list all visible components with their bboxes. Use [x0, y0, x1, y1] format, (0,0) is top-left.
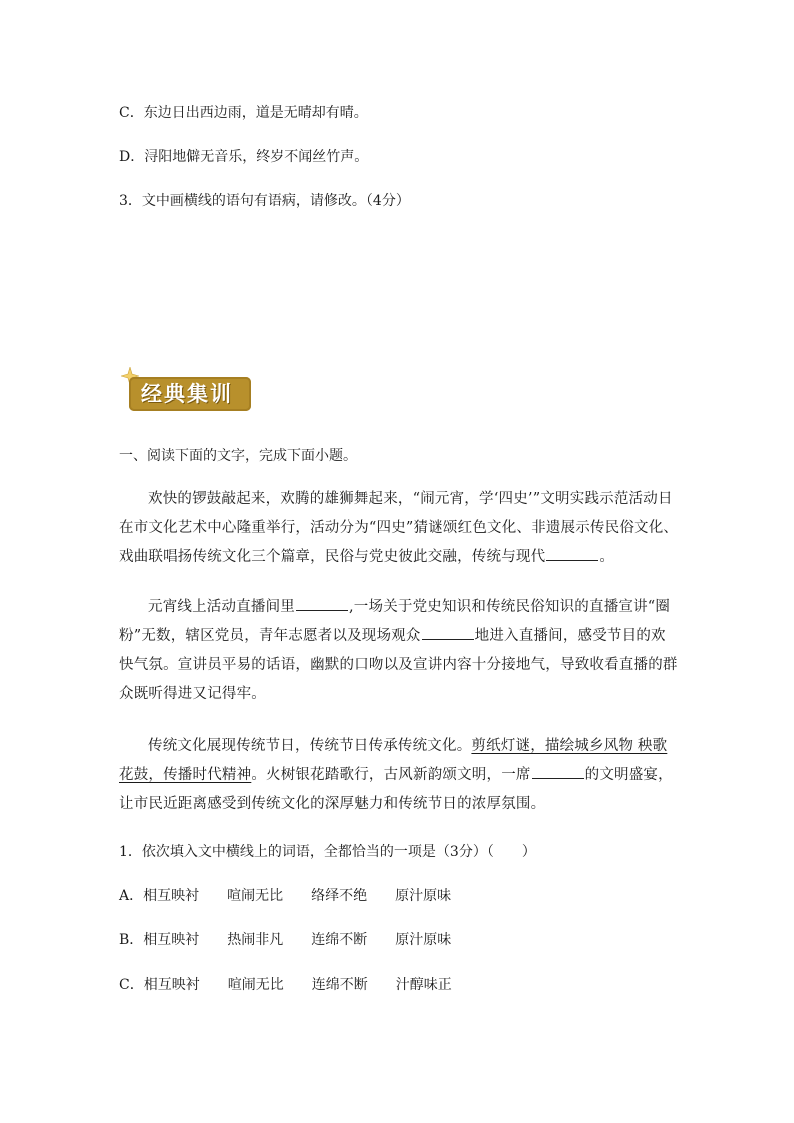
option-label: B． — [119, 932, 144, 948]
para2-text-b: ,一场关于党史知识和传统民俗知识的直播宣讲“圈粉”无数，辖区党员，青年志愿者以及现场观众 — [119, 599, 671, 644]
underlined-sentence: 剪纸灯谜，描绘城乡风物 秧歌花鼓，传播时代精神 — [119, 738, 668, 783]
option-c[interactable] — [119, 975, 480, 995]
option-word: 相互映衬 — [143, 888, 200, 904]
fill-blank-4 — [532, 764, 584, 779]
para1-text: 欢快的锣鼓敲起来，欢腾的雄狮舞起来，“闹元宵，学‘四史’”文明实践示范活动日在市文化艺术中心隆重举行，活动分为“四史”猜谜颂红色文化、非遗展示传民俗文化、戏曲联唱扬传统文化三个篇章，民俗与党史彼此交融，传统与现代 — [119, 491, 679, 565]
option-word: 相互映衬 — [143, 932, 200, 948]
option-word: 原汁原味 — [395, 932, 452, 948]
option-label: C． — [119, 977, 144, 993]
option-word: 连绵不断 — [311, 932, 368, 948]
para2-text-a: 元宵线上活动直播间里 — [148, 599, 295, 615]
para3-text-b: 。火树银花踏歌行，古风新韵颂文明，一席 — [251, 767, 531, 783]
fill-blank-3 — [422, 625, 474, 640]
option-label: A． — [119, 888, 144, 904]
para3-text-a: 传统文化展现传统节日，传统节日传承传统文化。 — [148, 738, 472, 754]
previous-option-c: C．东边日出西边雨，道是无晴却有晴。 — [119, 105, 368, 121]
section-heading: 一、阅读下面的文字，完成下面小题。 — [119, 448, 357, 464]
option-word: 络绎不绝 — [311, 888, 368, 904]
previous-option-d: D．浔阳地僻无音乐，终岁不闻丝竹声。 — [119, 149, 369, 165]
option-word: 连绵不断 — [311, 977, 368, 993]
para2-text-c: 地进入直播间，感受节目的欢快气氛。宣讲员平易的话语，幽默的口吻以及宣讲内容十分接地气，导致收看直播的群众既听得进又记得牢。 — [119, 628, 678, 702]
paragraph-2 — [119, 593, 679, 709]
previous-question-3: 3．文中画横线的语句有语病，请修改。（4分） — [119, 193, 410, 209]
paragraph-3 — [119, 732, 679, 819]
fill-blank-1 — [546, 546, 598, 561]
option-word: 热闹非凡 — [227, 932, 284, 948]
option-word: 喧闹无比 — [227, 977, 284, 993]
option-a[interactable] — [119, 886, 479, 906]
question-1: 1．依次填入文中横线上的词语，全都恰当的一项是（3分）（ ） — [119, 844, 536, 860]
option-word: 相互映衬 — [143, 977, 200, 993]
paragraph-1 — [119, 485, 679, 572]
fill-blank-2 — [296, 596, 348, 611]
option-word: 汁醇味正 — [395, 977, 452, 993]
banner-title: 经典集训 — [141, 382, 233, 406]
para1-end: 。 — [599, 549, 615, 565]
option-word: 原汁原味 — [395, 888, 452, 904]
option-word: 喧闹无比 — [227, 888, 284, 904]
option-b[interactable] — [119, 930, 479, 950]
section-banner — [129, 377, 251, 411]
para3-text-c: 的文明盛宴，让市民近距离感受到传统文化的深厚魅力和传统节日的浓厚氛围。 — [119, 767, 673, 812]
